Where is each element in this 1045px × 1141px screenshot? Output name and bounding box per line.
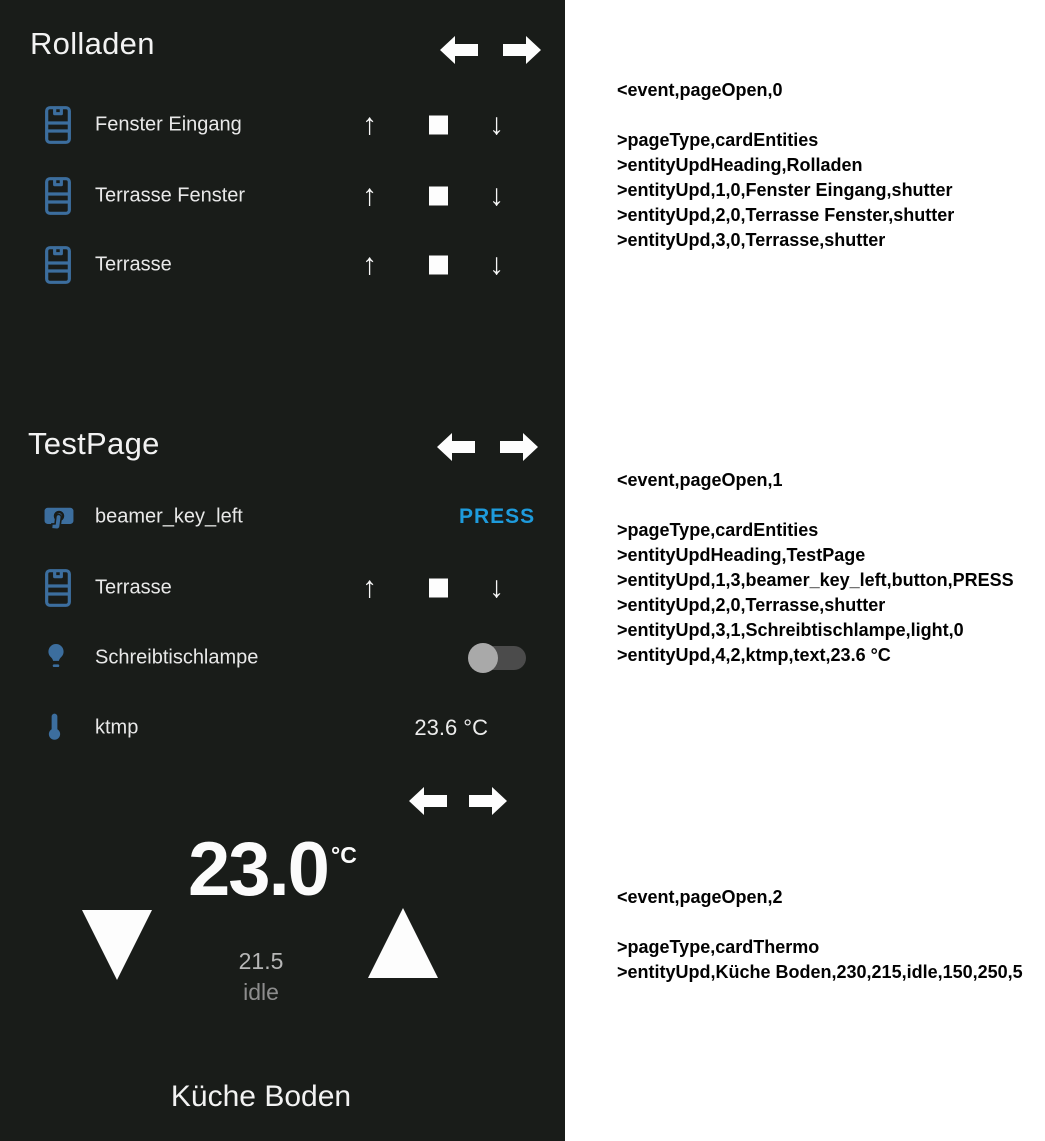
entity-label: Terrasse Fenster: [95, 184, 246, 207]
entity-row: [0, 495, 565, 539]
page-title: Rolladen: [30, 26, 155, 61]
shutter-stop-button[interactable]: [429, 579, 448, 598]
arrow-left-bold-icon: [440, 35, 478, 65]
stop-square-icon: [429, 579, 448, 598]
entity-row: [0, 636, 565, 680]
entity-row: [0, 243, 565, 287]
log-spacer: [617, 910, 1023, 935]
entity-label: Terrasse: [95, 253, 172, 276]
page-prev-button[interactable]: [409, 786, 447, 816]
page-title: TestPage: [28, 426, 160, 461]
log-line: >entityUpd,4,2,ktmp,text,23.6 °C: [617, 645, 891, 665]
shutter-down-button[interactable]: ↓: [489, 179, 504, 212]
entity-row: [0, 566, 565, 610]
log-line: >entityUpd,1,0,Fenster Eingang,shutter: [617, 180, 953, 200]
shutter-stop-button[interactable]: [429, 116, 448, 135]
hvac-state: idle: [243, 979, 279, 1005]
arrow-right-bold-icon: [500, 432, 538, 462]
stop-square-icon: [429, 256, 448, 275]
log-spacer: [617, 493, 1014, 518]
arrow-left-bold-icon: [437, 432, 475, 462]
shutter-up-button[interactable]: ↑: [362, 571, 377, 604]
log-group-page0: [617, 78, 954, 253]
temperature-unit: °C: [331, 842, 357, 868]
press-button[interactable]: PRESS: [459, 505, 536, 528]
shutter-up-button[interactable]: ↑: [362, 248, 377, 281]
shutter-icon: [42, 105, 74, 145]
stop-square-icon: [429, 116, 448, 135]
log-line: >entityUpd,Küche Boden,230,215,idle,150,250,5: [617, 962, 1023, 982]
shutter-stop-button[interactable]: [429, 256, 448, 275]
light-toggle[interactable]: [468, 643, 526, 673]
entity-label: Fenster Eingang: [95, 113, 242, 136]
shutter-icon: [42, 176, 74, 216]
page-prev-button[interactable]: [437, 432, 475, 462]
shutter-down-button[interactable]: ↓: [489, 571, 504, 604]
card-rolladen: [0, 0, 565, 390]
log-group-page1: [617, 468, 1014, 668]
arrow-right-bold-icon: [503, 35, 541, 65]
card-testpage: [0, 410, 565, 770]
entity-label: ktmp: [95, 716, 139, 739]
entity-row: [0, 103, 565, 147]
arrow-right-bold-icon: [469, 786, 507, 816]
page-prev-button[interactable]: [440, 35, 478, 65]
shutter-icon: [42, 568, 74, 608]
log-event-line: <event,pageOpen,0: [617, 80, 783, 100]
lightbulb-icon: [42, 641, 70, 675]
tap-button-icon: [42, 501, 76, 533]
log-event-line: <event,pageOpen,2: [617, 887, 783, 907]
shutter-stop-button[interactable]: [429, 187, 448, 206]
page-next-button[interactable]: [500, 432, 538, 462]
log-line: >entityUpd,2,0,Terrasse Fenster,shutter: [617, 205, 955, 225]
arrow-left-bold-icon: [409, 786, 447, 816]
log-line: >entityUpd,2,0,Terrasse,shutter: [617, 595, 886, 615]
target-temperature: 21.5: [238, 948, 284, 974]
shutter-up-button[interactable]: ↑: [362, 108, 377, 141]
log-line: >entityUpd,1,3,beamer_key_left,button,PRESS: [617, 570, 1014, 590]
log-line: >entityUpdHeading,Rolladen: [617, 155, 863, 175]
card-thermo: [0, 770, 565, 1141]
shutter-down-button[interactable]: ↓: [489, 248, 504, 281]
current-temperature: 23.0: [188, 827, 328, 912]
entity-label: Schreibtischlampe: [95, 646, 259, 669]
page-next-button[interactable]: [469, 786, 507, 816]
thermometer-icon: [46, 712, 63, 744]
shutter-up-button[interactable]: ↑: [362, 179, 377, 212]
shutter-icon: [42, 245, 74, 285]
entity-label: beamer_key_left: [95, 505, 243, 528]
log-line: >entityUpdHeading,TestPage: [617, 545, 866, 565]
log-line: >pageType,cardThermo: [617, 937, 820, 957]
entity-row: [0, 174, 565, 218]
log-line: >pageType,cardEntities: [617, 130, 819, 150]
log-line: >entityUpd,3,0,Terrasse,shutter: [617, 230, 886, 250]
log-spacer: [617, 103, 954, 128]
log-line: >entityUpd,3,1,Schreibtischlampe,light,0: [617, 620, 964, 640]
stop-square-icon: [429, 187, 448, 206]
shutter-down-button[interactable]: ↓: [489, 108, 504, 141]
page-next-button[interactable]: [503, 35, 541, 65]
toggle-knob: [468, 643, 498, 673]
thermostat-title: Küche Boden: [170, 1080, 352, 1113]
log-line: >pageType,cardEntities: [617, 520, 819, 540]
entity-value: 23.6 °C: [414, 715, 488, 740]
log-event-line: <event,pageOpen,1: [617, 470, 783, 490]
entity-label: Terrasse: [95, 576, 172, 599]
log-group-page2: [617, 885, 1023, 985]
entity-row: [0, 706, 565, 750]
